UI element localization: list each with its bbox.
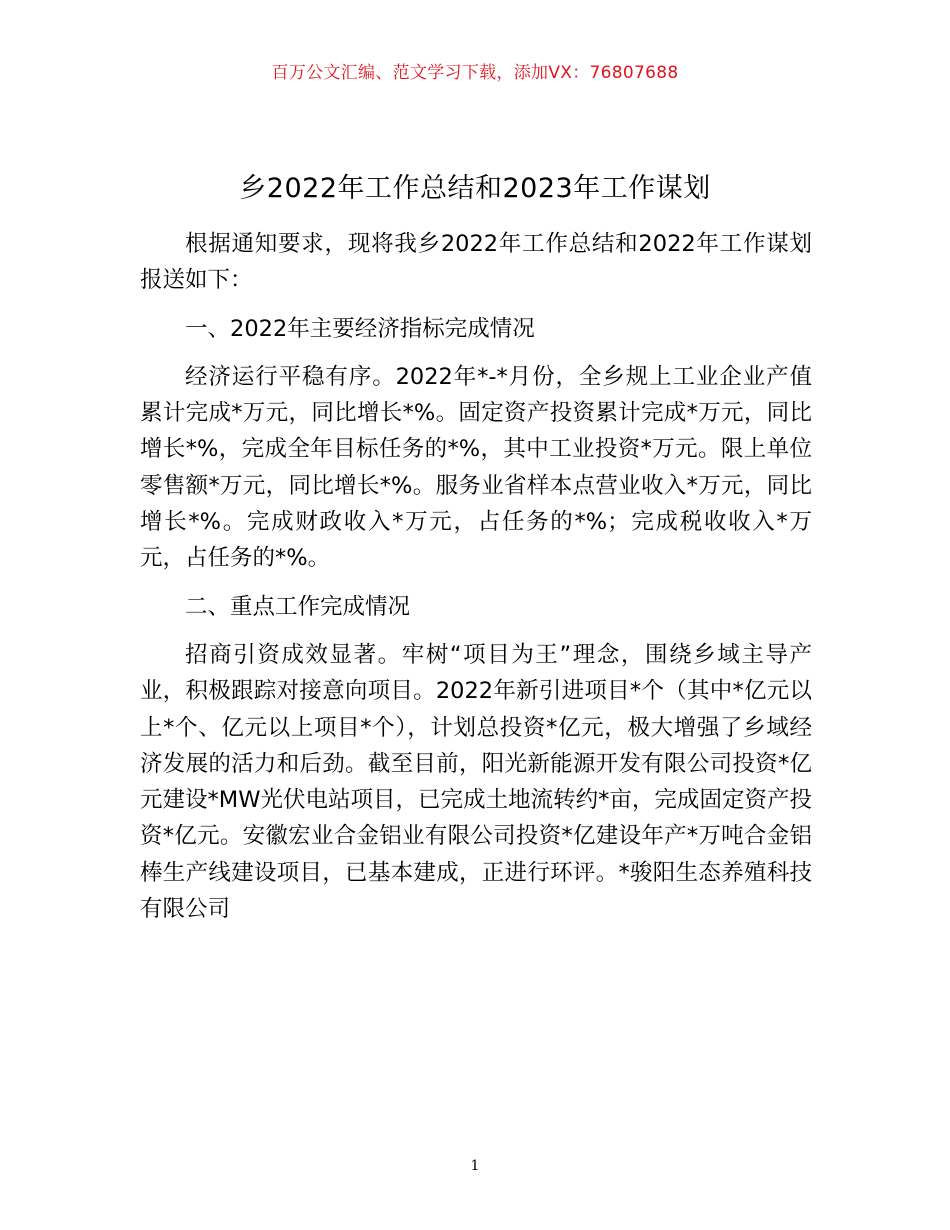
page-title: 乡2022年工作总结和2023年工作谋划	[239, 173, 711, 204]
paragraph-economy: 经济运行平稳有序。2022年*-*月份，全乡规上工业企业产值累计完成*万元，同比增长*%。固定资产投资累计完成*万元，同比增长*%，完成全年目标任务的*%，其中工业投资*万元。限上单位零售额*万元，同比增长*%。服务业省样本点营业收入*万元，同比增长*%。完成财政收入*万元，占任务的*%；完成税收收入*万元，占任务的*%。	[140, 363, 812, 572]
header-note: 百万公文汇编、范文学习下载，添加VX：76807688	[271, 63, 679, 83]
paragraph-investment: 招商引资成效显著。牢树“项目为王”理念，围绕乡域主导产业，积极跟踪对接意向项目。2022年新引进项目*个（其中*亿元以上*个、亿元以上项目*个），计划总投资*亿元，极大增强了乡域经济发展的活力和后劲。截至目前，阳光新能源开发有限公司投资*亿元建设*MW光伏电站项目，已完成土地流转约*亩，完成固定资产投资*亿元。安徽宏业合金铝业有限公司投资*亿建设年产*万吨合金铝棒生产线建设项目，已基本建成，正进行环评。*骏阳生态养殖科技有限公司	[140, 641, 812, 923]
paragraph-intro: 根据通知要求，现将我乡2022年工作总结和2022年工作谋划报送如下：	[140, 231, 812, 294]
section-heading-2: 二、重点工作完成情况	[185, 593, 411, 620]
page-number: 1	[470, 1158, 480, 1174]
document-body	[140, 226, 812, 927]
section-heading-1: 一、2022年主要经济指标完成情况	[185, 315, 535, 342]
